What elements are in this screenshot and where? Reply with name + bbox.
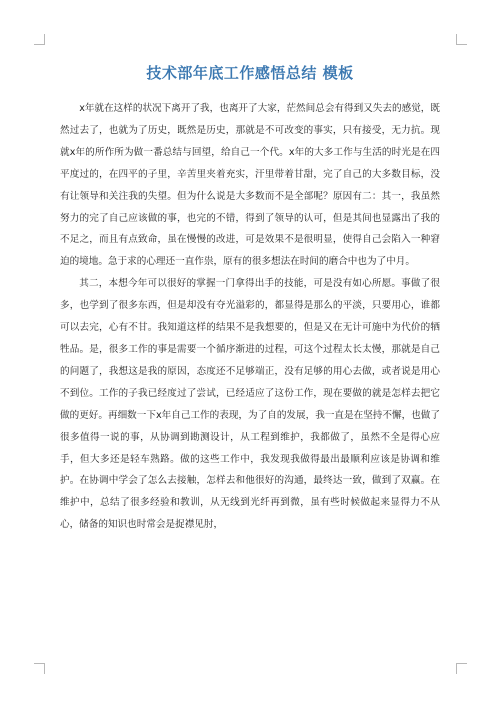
- paragraph-1: x年就在这样的状况下离开了我，也离开了大家，茫然间总会有得到又失去的感觉，既然过去了，也就为了历史，既然是历史，那就是不可改变的事实，只有接受，无力抗。现就x年的所作所为做一番总结与回望，给自己一个代。x年的大多工作与生活的时光是在四平度过的，在四平的子里，辛苦里夹着充实，汗里带着甘甜，完了自己的大多数目标，没有让领导和关注我的失望。但为什么说是大多数而不是全部呢？原因有二：其一，我虽然努力的完了自己应该做的事，也完的不错，得到了领导的认可，但是其间也显露出了我的不足之，而且有点致命，虽在慢慢的改进，可是效果不是很明显，使得自己会陷入一种窘迫的境地。急于求的心理还一直作祟，原有的很多想法在时间的磨合中也为了中月。: [60, 103, 440, 268]
- crop-mark-top-left: [34, 34, 45, 45]
- crop-mark-bottom-left: [34, 663, 45, 674]
- crop-mark-top-right: [456, 34, 467, 45]
- crop-mark-bottom-right: [456, 663, 467, 674]
- document-title: 技术部年底工作感悟总结 模板: [146, 64, 354, 82]
- paragraph-2: 其二，本想今年可以很好的掌握一门拿得出手的技能，可是没有如心所愿。事做了很多，也学到了很多东西，但是却没有夺光溢彩的，都显得是那么的平淡，只要用心，谁都可以去完，心有不甘。我知道这样的结果不是我想要的，但是又在无计可施中为代价的牺牲品。是，很多工作的事是需要一个循序渐进的过程，可这个过程太长太慢，那就是自己的问题了，我想这是我的原因，态度还不足够端正，没有足够的用心去做，或者说是用心不到位。工作的子我已经度过了尝试，已经适应了这份工作，现在要做的就是怎样去把它做的更好。再细数一下x年自己工作的表现，为了自的发展，我一直是在坚持不懈，也做了很多值得一说的事，从协调到勘测设计，从工程到维护，我都做了，虽然不全是得心应手，但大多还是轻车熟路。做的这些工作中，我发现我做得最出最顺利应该是协调和维护。在协调中学会了怎么去接触，怎样去和他很好的沟通，最终达一致，做到了双赢。在维护中，总结了很多经验和教训，从无线到光纤再到微，虽有些时候做起来显得力不从心，储备的知识也时常会是捉襟见肘，: [60, 278, 440, 531]
- document-body: [60, 98, 440, 536]
